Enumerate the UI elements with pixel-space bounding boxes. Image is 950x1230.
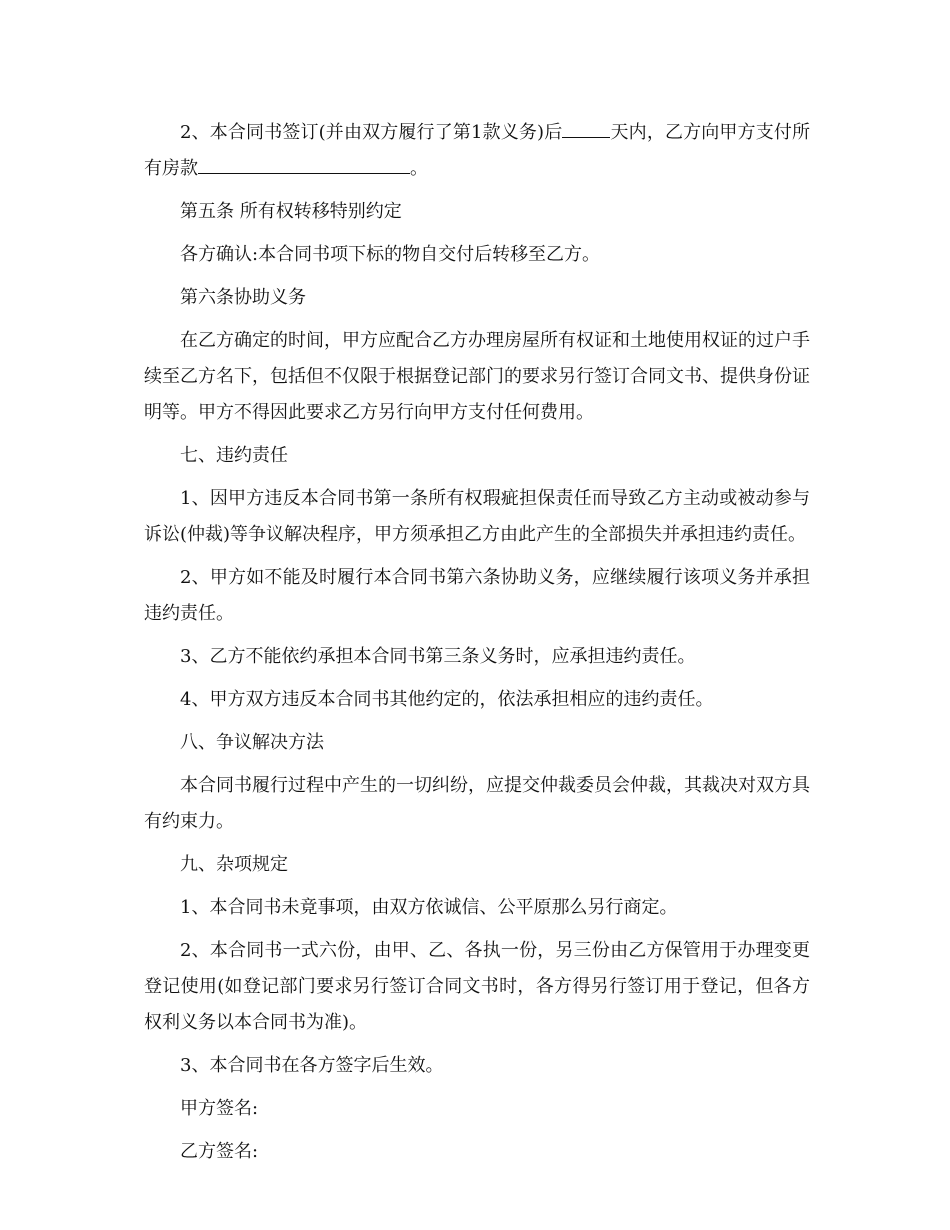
article-5-text: 各方确认:本合同书项下标的物自交付后转移至乙方。 (180, 244, 601, 265)
section-9-item-3: 3、本合同书在各方签字后生效。 (180, 1055, 444, 1076)
party-b-signature: 乙方签名: (180, 1141, 259, 1162)
article-6-text: 在乙方确定的时间，甲方应配合乙方办理房屋所有权证和土地使用权证的过户手续至乙方名下，包括但不仅限于根据登记部门的要求另行签订合同文书、提供身份证明等。甲方不得因此要求乙方另行向甲方支付任何费用。 (144, 330, 810, 423)
payment-clause-part-3: 。 (410, 158, 428, 179)
section-8-heading: 八、争议解决方法 (180, 732, 324, 753)
document-body (144, 115, 810, 1177)
payment-clause-part-2: 天内，乙方向甲方支付所有房款 (144, 122, 811, 179)
party-a-signature: 甲方签名: (180, 1098, 259, 1119)
section-9-item-2: 2、本合同书一式六份，由甲、乙、各执一份，另三份由乙方保管用于办理变更登记使用(如登记部门要求另行签订合同文书时，各方得另行签订用于登记，但各方权利义务以本合同书为准)。 (144, 940, 810, 1033)
article-6-heading: 第六条协助义务 (180, 287, 306, 308)
section-9-item-1: 1、本合同书未竟事项，由双方依诚信、公平原那么另行商定。 (180, 897, 678, 918)
section-7-item-4: 4、甲方双方违反本合同书其他约定的，依法承担相应的违约责任。 (180, 689, 714, 710)
days-blank[interactable] (562, 119, 610, 138)
payment-clause-part-1: 2、本合同书签订(并由双方履行了第1款义务)后 (180, 122, 563, 143)
article-5-heading: 第五条 所有权转移特别约定 (180, 201, 402, 222)
section-7-heading: 七、违约责任 (180, 445, 288, 466)
section-7-item-2: 2、甲方如不能及时履行本合同书第六条协助义务，应继续履行该项义务并承担违约责任。 (144, 567, 810, 624)
section-9-heading: 九、杂项规定 (180, 854, 288, 875)
amount-blank[interactable] (198, 155, 410, 174)
section-8-text: 本合同书履行过程中产生的一切纠纷，应提交仲裁委员会仲裁，其裁决对双方具有约束力。 (144, 775, 810, 832)
section-7-item-3: 3、乙方不能依约承担本合同书第三条义务时，应承担违约责任。 (180, 646, 696, 667)
section-7-item-1: 1、因甲方违反本合同书第一条所有权瑕疵担保责任而导致乙方主动或被动参与诉讼(仲裁)等争议解决程序，甲方须承担乙方由此产生的全部损失并承担违约责任。 (144, 488, 810, 545)
payment-clause (144, 115, 810, 187)
